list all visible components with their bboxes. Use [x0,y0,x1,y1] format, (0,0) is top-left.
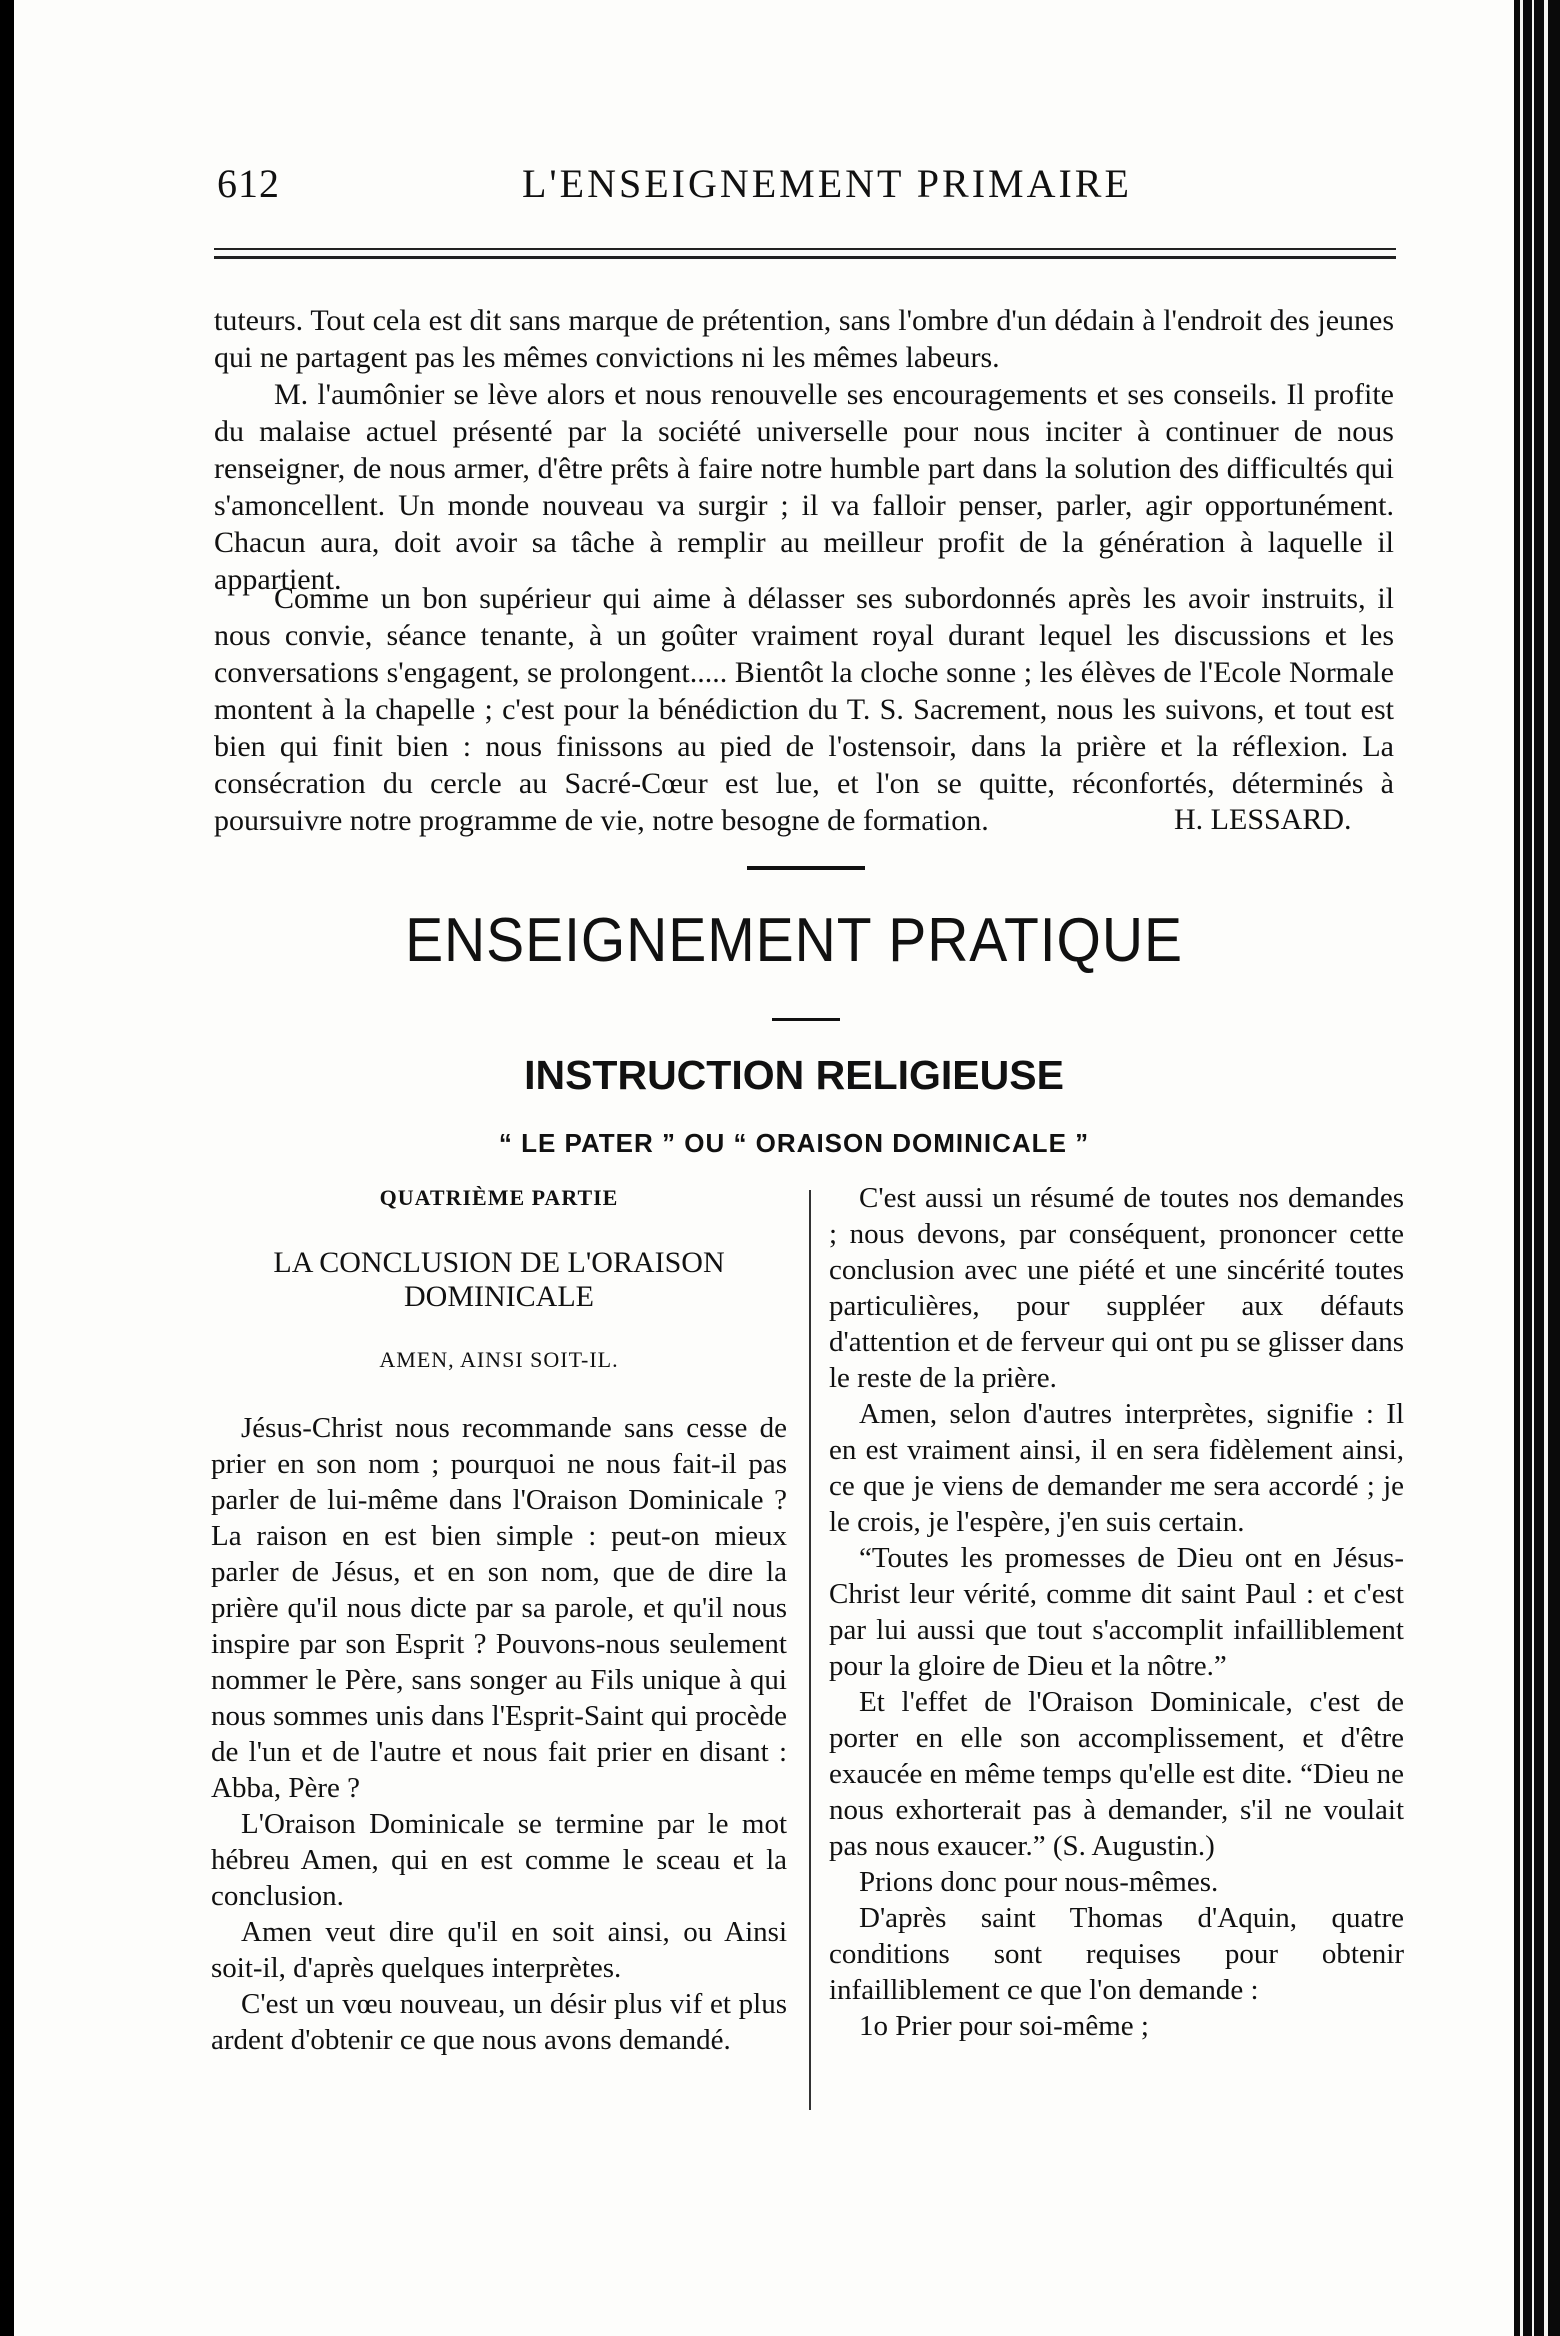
body-paragraph: C'est un vœu nouveau, un désir plus vif et plus ardent d'obtenir ce que nous avons demandé. [211,1988,787,2056]
body-paragraph: Prions donc pour nous-mêmes. [859,1866,1219,1898]
body-paragraph: Amen veut dire qu'il en soit ainsi, ou Ainsi soit-il, d'après quelques interprètes. [211,1916,787,1984]
intro-paragraph: M. l'aumônier se lève alors et nous renouvelle ses encouragements et ses conseils. Il profite du malaise actuel présenté par la société universelle pour nous inciter à continuer de nous renseigner, de nous armer, d'être prêts à faire notre humble part dans la solution des difficultés qui s'amoncellent. Un monde nouveau va surgir ; il va falloir penser, parler, agir opportunément. Chacun aura, doit avoir sa tâche à remplir au meilleur profit de la génération à laquelle il appartient. [214,378,1394,596]
subsection-divider-dash [772,1018,840,1021]
subsubsection-title: “ LE PATER ” OU “ ORAISON DOMINICALE ” [498,1128,1090,1158]
intro-paragraph: tuteurs. Tout cela est dit sans marque de prétention, sans l'ombre d'un dédain à l'endroit des jeunes qui ne partagent pas les mêmes convictions ni les mêmes labeurs. [214,304,1394,374]
running-title: L'ENSEIGNEMENT PRIMAIRE [522,161,1132,206]
document-page [14,0,1514,2336]
left-column [211,1180,787,2058]
body-paragraph: Jésus-Christ nous recommande sans cesse de prier en son nom ; pourquoi ne nous fait-il pas parler de lui-même dans l'Oraison Dominicale ? La raison en est bien simple : peut-on mieux parler de Jésus, et en son nom, que de dire la prière qu'il nous dicte par sa parole, et qu'il nous inspire par son Esprit ? Pouvons-nous seulement nommer le Père, sans songer au Fils unique à qui nous sommes unis dans l'Esprit-Saint qui procède de l'un et de l'autre et nous fait prier en disant : Abba, Père ? [211,1412,787,1804]
section-title: ENSEIGNEMENT PRATIQUE [405,906,1183,975]
section-divider-dash [747,866,865,870]
signature: H. LESSARD. [1174,803,1352,836]
subsection-title: INSTRUCTION RELIGIEUSE [524,1052,1064,1098]
part-heading: QUATRIÈME PARTIE [379,1185,619,1210]
header-rule-top [214,248,1396,250]
intro-paragraph: Comme un bon supérieur qui aime à délasser ses subordonnés après les avoir instruits, il nous convie, séance tenante, à un goûter vraiment royal durant lequel les discussions et les conversations s'engagent, se prolongent..... Bientôt la cloche sonne ; les élèves de l'Ecole Normale montent à la chapelle ; c'est pour la bénédiction du T. S. Sacrement, nous les suivons, et tout est bien qui finit bien : nous finissons au pied de l'ostensoir, dans la prière et la réflexion. La consécration du cercle au Sacré-Cœur est lue, et l'on se quitte, réconfortés, déterminés à poursuivre notre programme de vie, notre besogne de formation. [214,582,1394,837]
body-paragraph: L'Oraison Dominicale se termine par le mot hébreu Amen, qui en est comme le sceau et la conclusion. [211,1808,787,1912]
amen-heading: AMEN, AINSI SOIT-IL. [379,1347,619,1372]
column-divider [809,1190,811,2110]
conclusion-heading: LA CONCLUSION DE L'ORAISON DOMINICALE [273,1246,725,1313]
page-number: 612 [217,161,280,206]
header-rule-bottom [214,256,1396,259]
body-paragraph: Amen, selon d'autres interprètes, signifie : Il en est vraiment ainsi, il en sera fidèlement ainsi, ce que je viens de demander me sera accordé ; je le crois, je l'espère, j'en suis certain. [829,1398,1404,1538]
body-paragraph: “Toutes les promesses de Dieu ont en Jésus-Christ leur vérité, comme dit saint Paul : et c'est par lui aussi que tout s'accomplit infailliblement pour la gloire de Dieu et la nôtre.” [829,1542,1404,1682]
body-paragraph: D'après saint Thomas d'Aquin, quatre conditions sont requises pour obtenir infailliblement ce que l'on demande : [829,1902,1404,2006]
body-paragraph: C'est aussi un résumé de toutes nos demandes ; nous devons, par conséquent, prononcer cette conclusion avec une piété et une sincérité toutes particulières, pour suppléer aux défauts d'attention et de ferveur qui ont pu se glisser dans le reste de la prière. [829,1182,1404,1394]
scan-binding-edge [1514,0,1560,2336]
body-paragraph: Et l'effet de l'Oraison Dominicale, c'est de porter en elle son accomplissement, et d'être exaucée en même temps qu'elle est dite. “Dieu ne nous exhorterait pas à demander, s'il ne voulait pas nous exaucer.” (S. Augustin.) [829,1686,1404,1862]
body-paragraph: 1o Prier pour soi-même ; [859,2010,1149,2042]
right-column [829,1180,1404,2044]
